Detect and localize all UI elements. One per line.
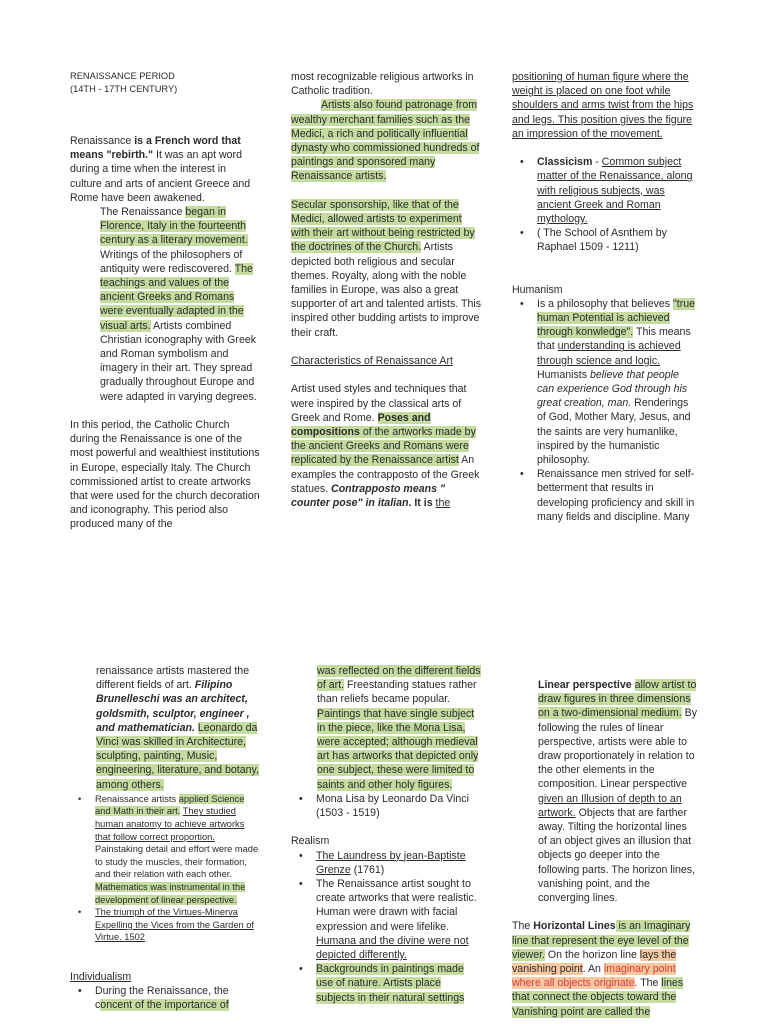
- page1-column-2: [291, 70, 481, 510]
- paragraph: Renaissance is a French word that means "rebirth." It was an apt word during a time when the interest in culture and arts of ancient Greece and Rome have been awakened.: [70, 135, 251, 204]
- bullet-list: [512, 297, 698, 524]
- page1-column-3: [512, 70, 698, 524]
- paragraph: renaissance artists mastered the different fields of art. Filipino Brunelleschi was an architect, goldsmith, sculptor, engineer , and mathematician. Leonardo da Vinci was skilled in Architecture, sculpting, painting, Music, engineering, literature, and botany, among others.: [96, 665, 259, 791]
- bullet-list: [70, 984, 260, 1012]
- list-item: • Renaissance men strived for self-betterment that results in developing proficiency and skill in many fields and discipline. Many: [512, 467, 698, 524]
- list-item: • Renaissance artists applied Science and Math in their art. They studied human anatomy to achieve artworks that follow correct proportion. Painstaking detail and effort were made to study the muscles, their formation, and their relation with each other. Mathematics was instrumental in the development of linear perspective.: [70, 793, 260, 906]
- paragraph: Linear perspective allow artist to draw figures in three dimensions on a two-dimensional medium. By following the rules of linear perspective, artists were able to draw proportionately in relation to the other elements in the composition. Linear perspective given an Illusion of depth to an artwork. Objects that are farther away. Tilting the horizontal lines of an object gives an illusion that objects go deeper into the following parts. The horizon lines, vanishing point, and the converging lines.: [538, 679, 697, 905]
- list-item: • Backgrounds in paintings made use of nature. Artists place subjects in their natural settings: [291, 962, 481, 1005]
- list-item: • Classicism - Common subject matter of the Renaissance, along with religious subjects, was ancient Greek and Roman mythology.: [512, 155, 698, 226]
- bullet-list: [291, 849, 481, 1005]
- page1-column-1: [70, 70, 260, 532]
- bullet-list: [70, 793, 260, 944]
- document-title: RENAISSANCE PERIOD: [70, 71, 175, 81]
- document-subtitle: (14TH - 17TH CENTURY): [70, 84, 178, 94]
- list-item: • The Renaissance artist sought to create artworks that were realistic. Human were drawn with facial expression and were lifelike. Humana and the divine were not depicted differently.: [291, 877, 481, 962]
- page2-column-3: [512, 678, 698, 1019]
- section-heading: Characteristics of Renaissance Art: [291, 355, 453, 368]
- list-item: • Mona Lisa by Leonardo Da Vinci (1503 - 1519): [291, 792, 481, 820]
- paragraph: most recognizable religious artworks in Catholic tradition.: [291, 71, 474, 98]
- paragraph: Artist used styles and techniques that were inspired by the classical arts of Greek and Rome. Poses and compositions of the artworks made by the ancient Greeks and Romans were replicated by the Renaissance artist An examples the contrapposto of the Greek statues. Contrapposto means " counter pose" in italian. It is the: [291, 383, 480, 510]
- list-item: • Is a philosophy that believes "true human Potential is achieved through konwledge". This means that understanding is achieved through science and logic. Humanists believe that people can experience God through his great creation, man. Renderings of God, Mother Mary, Jesus, and the saints are very humanlike, inspired by the humanistic philosophy.: [512, 297, 698, 467]
- section-heading: Humanism: [512, 283, 563, 296]
- paragraph: In this period, the Catholic Church during the Renaissance is one of the most powerful and wealthiest institutions in Europe, especially Italy. The Church commissioned artist to create artworks that were used for the church decoration and iconography. This period also produced many of the: [70, 419, 260, 531]
- page2-column-2: [291, 664, 481, 1005]
- paragraph: Secular sponsorship, like that of the Medici, allowed artists to experiment with their art without being restricted by the doctrines of the Church. Artists depicted both religious and secular themes. Royalty, along with the noble families in Europe, was also a great supporter of art and talented artists. This inspired other budding artists to improve their craft.: [291, 198, 482, 339]
- list-item: • The Laundress by jean-Baptiste Grenze (1761): [291, 849, 481, 877]
- bullet-list: [291, 792, 481, 820]
- section-heading: Individualism: [70, 970, 132, 983]
- bullet-list: [512, 155, 698, 254]
- list-item: • The triumph of the Virtues-Minerva Expelling the Vices from the Garden of Virtue. 1502: [70, 906, 260, 944]
- paragraph: The Renaissance began in Florence, Italy in the fourteenth century as a literary movement. Writings of the philosophers of antiquity were rediscovered. The teachings and values of the ancient Greeks and Romans were eventually adapted in the visual arts. Artists combined Christian iconography with Greek and Roman symbolism and imagery in their art. They spread gradually throughout Europe and were adapted in varying degrees.: [100, 206, 257, 403]
- list-item: • ( The School of Asnthem by Raphael 1509 - 1211): [512, 226, 698, 254]
- paragraph: positioning of human figure where the weight is placed on one foot while shoulders and arms twist from the hips and legs. This position gives the figure an impression of the movement.: [512, 71, 694, 140]
- paragraph: The Horizontal Lines is an Imaginary line that represent the eye level of the viewer. On the horizon line lays the vanishing point. An imaginary point where all objects originate. The lines that connect the objects toward the Vanishing point are called the: [512, 920, 691, 1018]
- paragraph: Artists also found patronage from wealthy merchant families such as the Medici, a rich and politically influential dynasty who commissioned hundreds of paintings and sponsored many Renaissance artists.: [291, 99, 480, 183]
- page2-column-1: [70, 664, 260, 1013]
- paragraph: was reflected on the different fields of art. Freestanding statues rather than reliefs became popular. Paintings that have single subject in the piece, like the Mona Lisa, were accepted; although medieval art has artworks that depicted only one subject, these were limited to saints and other holy figures.: [317, 665, 481, 791]
- section-heading: Realism: [291, 835, 330, 848]
- list-item: • During the Renaissance, the concent of the importance of: [70, 984, 260, 1012]
